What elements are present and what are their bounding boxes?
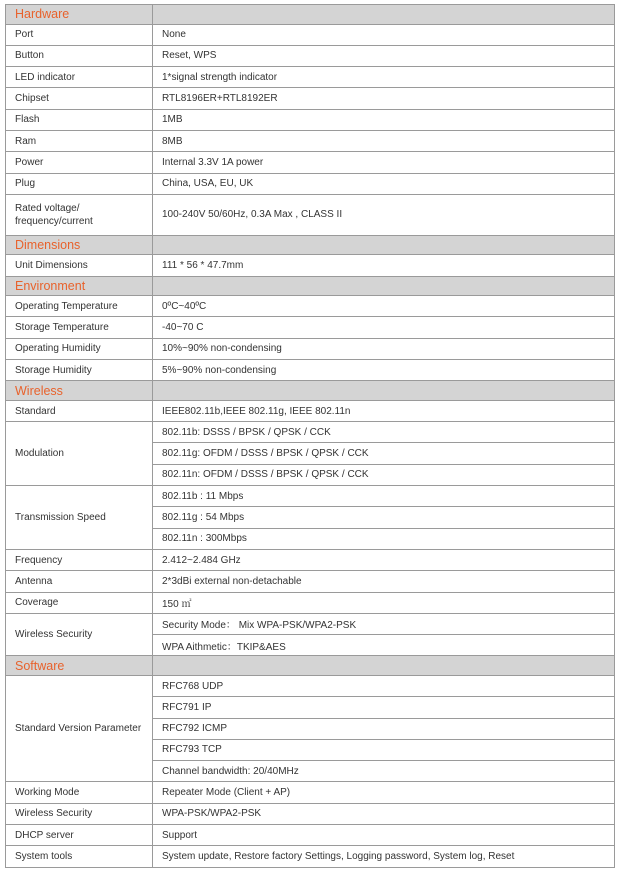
spec-row-dhcp-server bbox=[6, 825, 615, 846]
spec-label: Unit Dimensions bbox=[6, 255, 153, 276]
section-title: Wireless bbox=[6, 381, 153, 401]
spec-value: 5%~90% non-condensing bbox=[153, 360, 615, 381]
spec-value: Channel bandwidth: 20/40MHz bbox=[153, 761, 615, 782]
spec-row-chipset bbox=[6, 88, 615, 109]
spec-table bbox=[5, 4, 615, 868]
spec-row-working-mode bbox=[6, 782, 615, 803]
spec-value: 0ºC~40ºC bbox=[153, 296, 615, 317]
spec-value: 802.11n: OFDM / DSSS / BPSK / QPSK / CCK bbox=[153, 464, 615, 485]
spec-row-system-tools bbox=[6, 846, 615, 867]
spec-label: DHCP server bbox=[6, 825, 153, 846]
spec-label: Standard Version Parameter bbox=[6, 675, 153, 781]
spec-row-coverage bbox=[6, 592, 615, 613]
spec-row-storage-temperature bbox=[6, 317, 615, 338]
section-header-fill bbox=[153, 235, 615, 255]
spec-row-led-indicator bbox=[6, 67, 615, 88]
spec-row-unit-dimensions bbox=[6, 255, 615, 276]
spec-row-flash bbox=[6, 109, 615, 130]
spec-value: 2*3dBi external non-detachable bbox=[153, 571, 615, 592]
spec-value: 802.11n : 300Mbps bbox=[153, 528, 615, 549]
section-header-software bbox=[6, 656, 615, 676]
spec-row-wireless-security bbox=[6, 613, 615, 634]
spec-label: Operating Temperature bbox=[6, 296, 153, 317]
spec-label: Port bbox=[6, 24, 153, 45]
spec-label: Operating Humidity bbox=[6, 338, 153, 359]
spec-row-antenna bbox=[6, 571, 615, 592]
spec-value: Internal 3.3V 1A power bbox=[153, 152, 615, 173]
spec-value: RTL8196ER+RTL8192ER bbox=[153, 88, 615, 109]
spec-row-standard-version-parameter bbox=[6, 675, 615, 696]
spec-value: IEEE802.11b,IEEE 802.11g, IEEE 802.11n bbox=[153, 400, 615, 421]
spec-value: RFC791 IP bbox=[153, 697, 615, 718]
section-header-wireless bbox=[6, 381, 615, 401]
spec-label: Chipset bbox=[6, 88, 153, 109]
spec-value: WPA-PSK/WPA2-PSK bbox=[153, 803, 615, 824]
spec-value: 10%~90% non-condensing bbox=[153, 338, 615, 359]
spec-table-body bbox=[6, 5, 615, 868]
spec-label: Antenna bbox=[6, 571, 153, 592]
spec-row-operating-temperature bbox=[6, 296, 615, 317]
section-title: Environment bbox=[6, 276, 153, 296]
section-title: Hardware bbox=[6, 5, 153, 25]
section-title: Software bbox=[6, 656, 153, 676]
spec-label: LED indicator bbox=[6, 67, 153, 88]
spec-row-button bbox=[6, 45, 615, 66]
section-header-fill bbox=[153, 5, 615, 25]
spec-row-transmission-speed bbox=[6, 486, 615, 507]
spec-value: 100-240V 50/60Hz, 0.3A Max , CLASS II bbox=[153, 194, 615, 235]
section-header-fill bbox=[153, 656, 615, 676]
spec-label: Storage Humidity bbox=[6, 360, 153, 381]
spec-label: Rated voltage/ frequency/current bbox=[6, 194, 153, 235]
spec-value: System update, Restore factory Settings, Logging password, System log, Reset bbox=[153, 846, 615, 867]
spec-value: 1*signal strength indicator bbox=[153, 67, 615, 88]
spec-value: RFC768 UDP bbox=[153, 675, 615, 696]
spec-row-port bbox=[6, 24, 615, 45]
spec-label: Wireless Security bbox=[6, 803, 153, 824]
spec-value: RFC793 TCP bbox=[153, 739, 615, 760]
spec-value: -40~70 C bbox=[153, 317, 615, 338]
spec-value: Security Mode： Mix WPA-PSK/WPA2-PSK bbox=[153, 613, 615, 634]
spec-label: Transmission Speed bbox=[6, 486, 153, 550]
spec-value: 802.11g: OFDM / DSSS / BPSK / QPSK / CCK bbox=[153, 443, 615, 464]
spec-row-frequency bbox=[6, 549, 615, 570]
spec-value: 111 * 56 * 47.7mm bbox=[153, 255, 615, 276]
spec-label: Storage Temperature bbox=[6, 317, 153, 338]
spec-row-wireless-security bbox=[6, 803, 615, 824]
spec-label: Plug bbox=[6, 173, 153, 194]
spec-value: 150 ㎡ bbox=[153, 592, 615, 613]
spec-value: Reset, WPS bbox=[153, 45, 615, 66]
spec-label: Coverage bbox=[6, 592, 153, 613]
section-header-environment bbox=[6, 276, 615, 296]
spec-label: Wireless Security bbox=[6, 613, 153, 656]
spec-label: Power bbox=[6, 152, 153, 173]
spec-value: 1MB bbox=[153, 109, 615, 130]
spec-row-ram bbox=[6, 130, 615, 151]
section-header-fill bbox=[153, 381, 615, 401]
spec-row-rated-voltage-frequency-current bbox=[6, 194, 615, 235]
spec-value: 802.11g : 54 Mbps bbox=[153, 507, 615, 528]
spec-label: Flash bbox=[6, 109, 153, 130]
spec-row-storage-humidity bbox=[6, 360, 615, 381]
spec-label: Standard bbox=[6, 400, 153, 421]
spec-label: Frequency bbox=[6, 549, 153, 570]
spec-value: 802.11b: DSSS / BPSK / QPSK / CCK bbox=[153, 422, 615, 443]
spec-row-operating-humidity bbox=[6, 338, 615, 359]
spec-row-standard bbox=[6, 400, 615, 421]
section-title: Dimensions bbox=[6, 235, 153, 255]
spec-value: WPA Aithmetic：TKIP&AES bbox=[153, 635, 615, 656]
spec-value: None bbox=[153, 24, 615, 45]
spec-value: Repeater Mode (Client + AP) bbox=[153, 782, 615, 803]
section-header-dimensions bbox=[6, 235, 615, 255]
spec-label: System tools bbox=[6, 846, 153, 867]
spec-value: 802.11b : 11 Mbps bbox=[153, 486, 615, 507]
spec-value: RFC792 ICMP bbox=[153, 718, 615, 739]
spec-value: 2.412~2.484 GHz bbox=[153, 549, 615, 570]
spec-row-plug bbox=[6, 173, 615, 194]
spec-value: 8MB bbox=[153, 130, 615, 151]
section-header-fill bbox=[153, 276, 615, 296]
spec-label: Ram bbox=[6, 130, 153, 151]
spec-label: Modulation bbox=[6, 422, 153, 486]
spec-label: Working Mode bbox=[6, 782, 153, 803]
spec-value: China, USA, EU, UK bbox=[153, 173, 615, 194]
spec-row-modulation bbox=[6, 422, 615, 443]
spec-row-power bbox=[6, 152, 615, 173]
spec-label: Button bbox=[6, 45, 153, 66]
spec-value: Support bbox=[153, 825, 615, 846]
section-header-hardware bbox=[6, 5, 615, 25]
